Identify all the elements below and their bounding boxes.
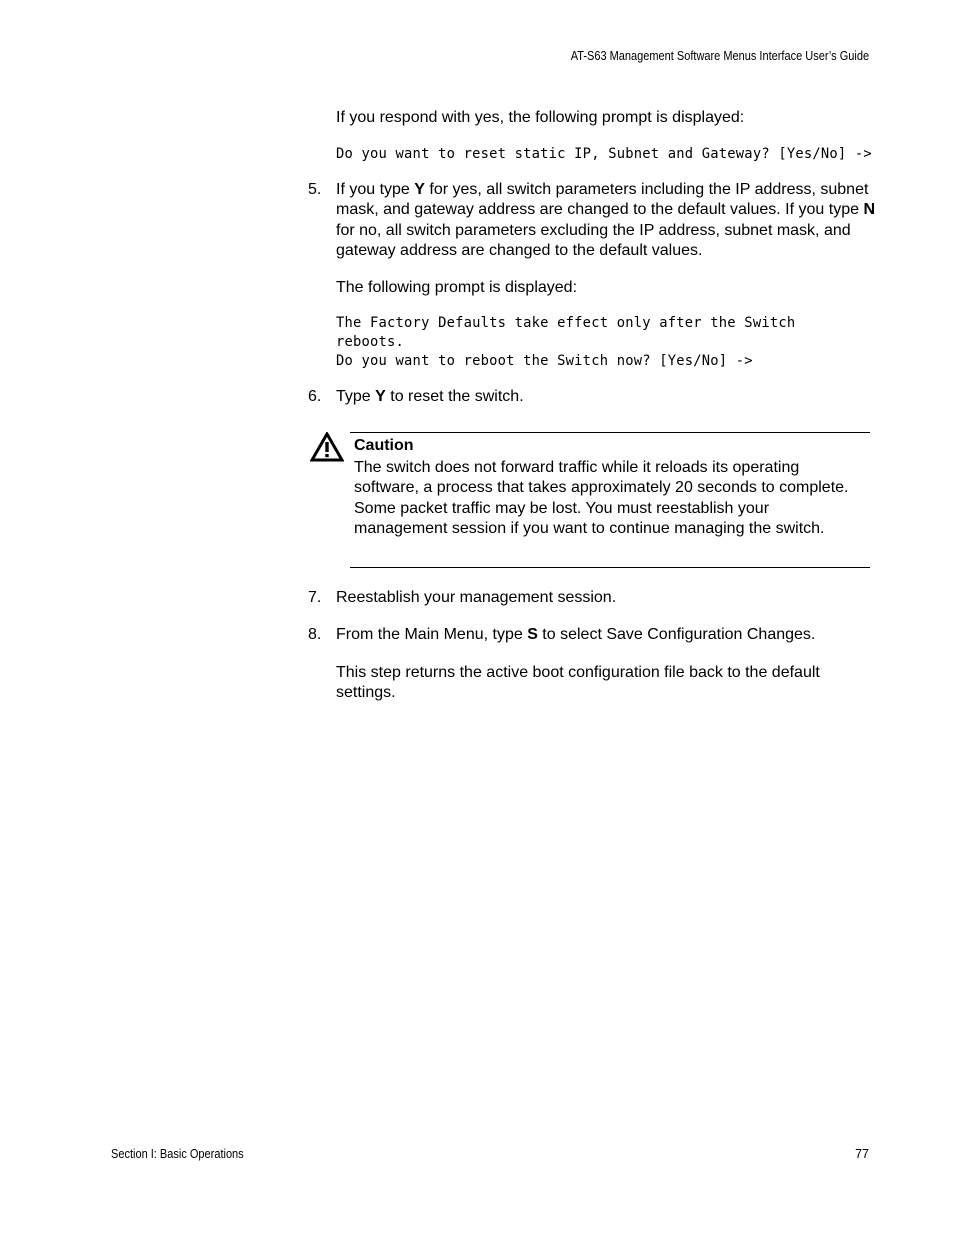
reset-ip-prompt: Do you want to reset static IP, Subnet and Gateway? [Yes/No] -> <box>336 146 872 162</box>
footer-section: Section I: Basic Operations <box>111 1147 244 1161</box>
step-5-text: If you type Y for yes, all switch parameters including the IP address, subnet mask, and gateway address are changed to the default values. If you type N for no, all switch parameters excluding the IP address, subnet mask, and gateway address are changed to the default values. <box>336 181 875 260</box>
step-number: 6. <box>308 388 322 405</box>
key-y: Y <box>414 181 425 198</box>
step-number: 7. <box>308 589 322 606</box>
step-8 <box>308 625 878 647</box>
caution-title: Caution <box>354 437 414 454</box>
step-5 <box>308 180 878 262</box>
caution-text: The switch does not forward traffic while it reloads its operating software, a process that takes approximately 20 seconds to complete. Some packet traffic may be lost. You must reestablish your management session if you want to continue managing the switch. <box>354 459 849 538</box>
following-prompt-paragraph: The following prompt is displayed: <box>336 279 578 296</box>
step-number: 5. <box>308 181 322 198</box>
factory-defaults-prompt-line3: Do you want to reboot the Switch now? [Yes/No] -> <box>336 353 753 369</box>
page-number: 77 <box>855 1147 869 1161</box>
caution-box <box>350 432 870 568</box>
key-y: Y <box>375 388 386 405</box>
step-8-text: From the Main Menu, type S to select Save Configuration Changes. <box>336 626 816 643</box>
key-s: S <box>527 626 538 643</box>
step-7 <box>308 588 878 610</box>
step-number: 8. <box>308 626 322 643</box>
intro-paragraph: If you respond with yes, the following prompt is displayed: <box>336 109 745 126</box>
step-7-text: Reestablish your management session. <box>336 589 617 606</box>
warning-triangle-icon <box>310 432 344 462</box>
step-6-text: Type Y to reset the switch. <box>336 388 524 405</box>
step-6 <box>308 387 878 409</box>
factory-defaults-prompt-line2: reboots. <box>336 334 405 350</box>
key-n: N <box>863 201 875 219</box>
factory-defaults-prompt-line1: The Factory Defaults take effect only after the Switch <box>336 315 796 331</box>
running-header: AT-S63 Management Software Menus Interface User’s Guide <box>570 49 869 63</box>
step-8-note: This step returns the active boot configuration file back to the default settings. <box>336 664 820 702</box>
